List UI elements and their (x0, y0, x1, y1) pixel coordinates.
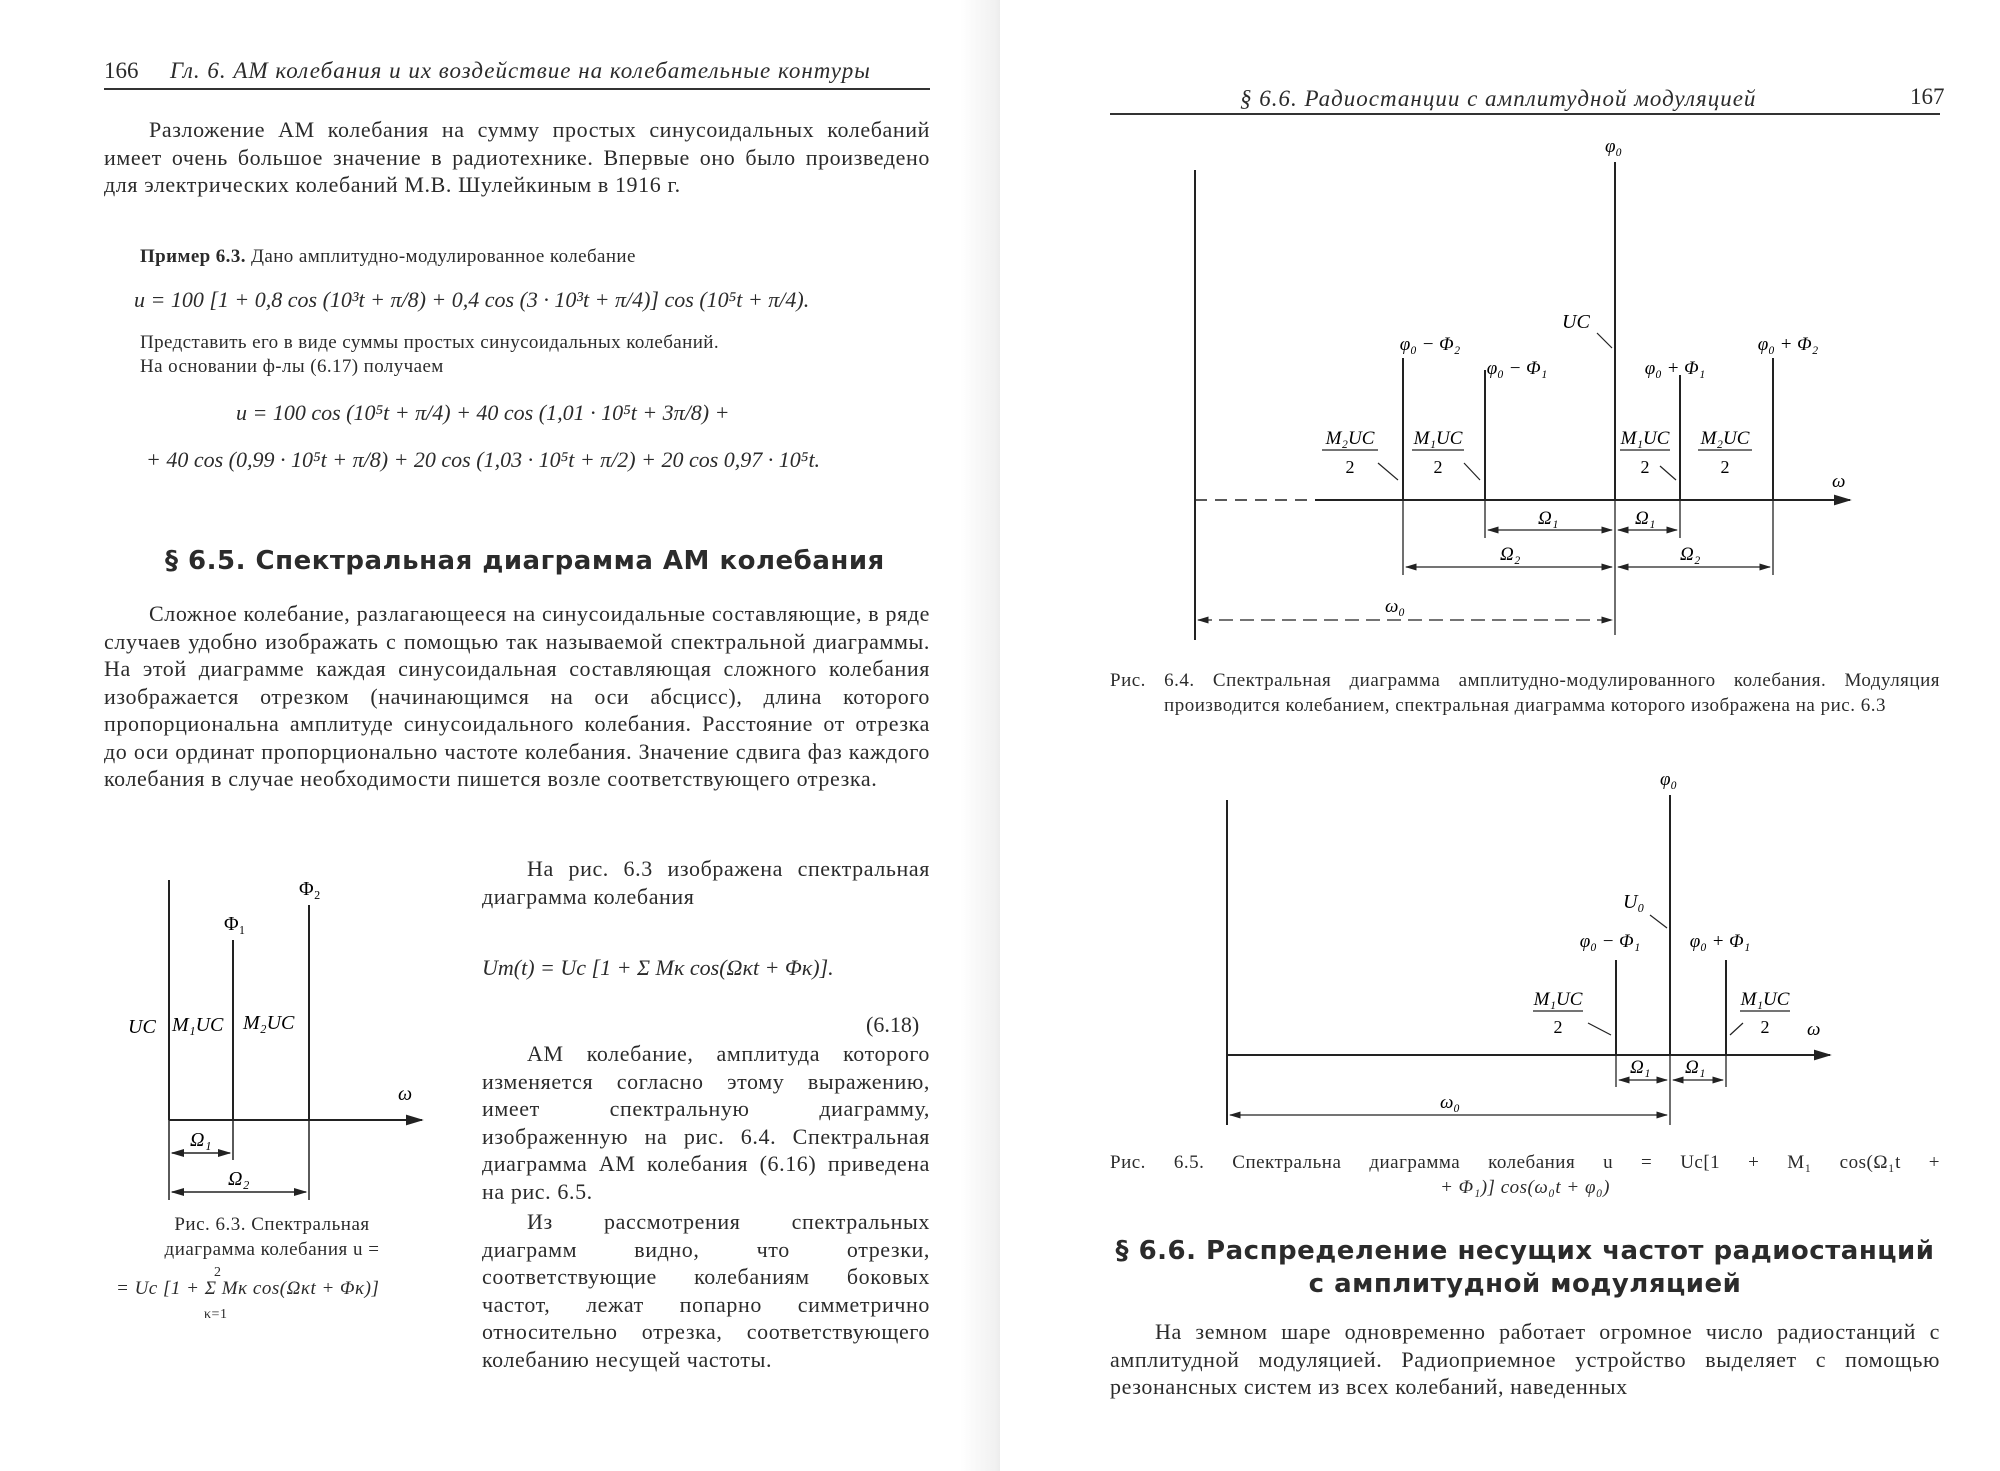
svg-text:2: 2 (1760, 1017, 1770, 1037)
svg-text:2: 2 (1640, 457, 1650, 477)
figure-6-4-caption: Рис. 6.4. Спектральная диаграмма амплитудно-модулированного колебания. Модуляция производится колебанием, спектральная диаграмма которого изображена на рис. 6.3 (1110, 670, 1940, 716)
label-Omega2: Ω₂ (228, 1168, 250, 1190)
label-phi1: Φ₁ (224, 913, 246, 935)
label-Omega2-left: Ω₂ (1500, 544, 1521, 565)
result-line-2: + 40 cos (0,99 · 10⁵t + π/8) + 20 cos (1,03 · 10⁵t + π/2) + 20 cos 0,97 · 10⁵t. (146, 447, 821, 472)
label-omega-axis: ω (1807, 1019, 1821, 1040)
label-Omega1-right: Ω₁ (1685, 1057, 1706, 1078)
formula-6-18: Um(t) = Uc [1 + Σ Mκ cos(Ωκt + Φκ)]. (482, 955, 834, 980)
header-rule (1110, 113, 1940, 115)
label-phi0-minus-Phi1: φ₀ − Φ₁ (1486, 358, 1548, 379)
example-statement (140, 245, 940, 269)
page-number: 167 (1910, 84, 1945, 109)
label-omega-axis: ω (398, 1083, 413, 1105)
example-task: Представить его в виде суммы простых синусоидальных колебаний. (140, 332, 719, 353)
label-Omega1-right: Ω₁ (1635, 508, 1656, 529)
figure-6-4-diagram (1160, 130, 1880, 650)
label-omega0: ω₀ (1385, 596, 1406, 617)
label-phi2: Φ₂ (299, 878, 321, 900)
svg-text:2: 2 (1553, 1017, 1563, 1037)
running-head: § 6.6. Радиостанции с амплитудной модуляцией (1240, 86, 1757, 111)
header-rule (104, 88, 930, 90)
label-m1uc-right: M₁UC (1620, 428, 1670, 449)
svg-text:2: 2 (1433, 457, 1443, 477)
right-page (1000, 0, 2000, 1471)
figure-6-5-caption: Рис. 6.5. Спектральна диаграмма колебания u = Uc[1 + M₁ cos(Ω₁t + + Φ₁)] cos(ω₀t + φ₀) (1110, 1152, 1940, 1198)
label-m1uc-right: M₁UC (1740, 989, 1790, 1010)
label-m1uc: M₁UC (172, 1014, 224, 1036)
section-6-6-title: § 6.6. Распределение несущих частот радиостанций с амплитудной модуляцией (1115, 1236, 1935, 1299)
label-u0: U₀ (1623, 891, 1645, 913)
sum-upper-index: 2 (214, 1265, 222, 1280)
label-Omega1-left: Ω₁ (1630, 1057, 1651, 1078)
example-formula: u = 100 [1 + 0,8 cos (10³t + π/8) + 0,4 cos (3 · 10³t + π/4)] cos (10⁵t + π/4). (134, 287, 810, 312)
sum-lower-index: κ=1 (204, 1307, 228, 1322)
label-omega-axis: ω (1832, 471, 1846, 492)
label-m1uc-left: M₁UC (1413, 428, 1463, 449)
running-head: Гл. 6. AM колебания и их воздействие на колебательные контуры (170, 58, 871, 83)
label-phi0: φ₀ (1605, 136, 1623, 157)
label-phi0-minus-Phi1: φ₀ − Φ₁ (1579, 931, 1641, 952)
label-m2uc: M₂UC (243, 1012, 295, 1034)
label-m1uc-left: M₁UC (1533, 989, 1583, 1010)
svg-text:2: 2 (1345, 457, 1355, 477)
formula-6-18-number: (6.18) (866, 1012, 920, 1037)
label-phi0-minus-Phi2: φ₀ − Φ₂ (1399, 334, 1461, 355)
label-phi0: φ₀ (1660, 769, 1678, 790)
figure-6-5-diagram (1190, 765, 1850, 1135)
left-page (0, 0, 980, 1471)
label-phi0-plus-Phi1: φ₀ + Φ₁ (1689, 931, 1751, 952)
section-6-5-title: § 6.5. Спектральная диаграмма АМ колебания (165, 546, 885, 576)
label-m2uc-left: M₂UC (1325, 428, 1375, 449)
page-number: 166 (104, 58, 139, 83)
label-omega0: ω₀ (1440, 1092, 1461, 1113)
label-Omega2-right: Ω₂ (1680, 544, 1701, 565)
side-text-3: Из рассмотрения спектральных диаграмм видно, что отрезки, соответствующие колебаниям боковых частот, лежат попарно симметрично относительно отрезка, соответствующего колебанию несущей частоты. (482, 1209, 930, 1372)
side-text-1: На рис. 6.3 изображена спектральная диаграмма колебания (482, 856, 930, 909)
label-Omega1-left: Ω₁ (1538, 508, 1559, 529)
label-m2uc-right: M₂UC (1700, 428, 1750, 449)
intro-paragraph: Разложение АМ колебания на сумму простых синусоидальных колебаний имеет очень большое значение в радиотехнике. Впервые оно было произведено для электрических колебаний М.В. Шулейкиным в 1916 г. (104, 117, 930, 197)
side-text-2: АМ колебание, амплитуда которого изменяется согласно этому выражению, имеет спектральную диаграмму, изображенную на рис. 6.4. Спектральная диаграмма АМ колебания (6.16) приведена на рис. 6.5. (482, 1041, 930, 1204)
label-phi0-plus-Phi2: φ₀ + Φ₂ (1757, 334, 1819, 355)
svg-text:2: 2 (1720, 457, 1730, 477)
section-6-6-paragraph: На земном шаре одновременно работает огромное число радиостанций с амплитудной модуляцией. Радиоприемное устройство выделяет с помощью резонансных систем из всех колебаний, наведенных (1110, 1319, 1940, 1399)
figure-6-3-caption: Рис. 6.3. Спектральная диаграмма колебания u = 2 = Uc [1 + Σ Mκ cos(Ωκt + Φκ)] κ=1 (104, 1212, 440, 1320)
label-uc: UC (1562, 311, 1590, 333)
example-label: Пример 6.3. (140, 246, 246, 267)
label-uc: UC (128, 1016, 156, 1038)
example-basis: На основании ф-лы (6.17) получаем (140, 356, 444, 377)
result-line-1: u = 100 cos (10⁵t + π/4) + 40 cos (1,01 · 10⁵t + 3π/8) + (236, 400, 730, 425)
example-text: Дано амплитудно-модулированное колебание (251, 246, 636, 267)
figure-6-3-diagram (104, 865, 454, 1225)
label-Omega1: Ω₁ (190, 1129, 212, 1151)
label-phi0-plus-Phi1: φ₀ + Φ₁ (1644, 358, 1706, 379)
caption-formula: = Uc [1 + Σ Mκ cos(Ωκt + Φκ)] (116, 1278, 380, 1299)
section-6-5-paragraph: Сложное колебание, разлагающееся на синусоидальные составляющие, в ряде случаев удобно изображать с помощью так называемой спектральной диаграммы. На этой диаграмме каждая синусоидальная составляющая сложного колебания изображается отрезком (начинающимся на оси абсцисс), длина которого пропорциональна амплитуде синусоидального колебания. Расстояние от отрезка до оси ординат пропорционально частоте колебания. Значение сдвига фаз каждого колебания в случае необходимости пишется возле соответствующего отрезка. (104, 601, 930, 791)
